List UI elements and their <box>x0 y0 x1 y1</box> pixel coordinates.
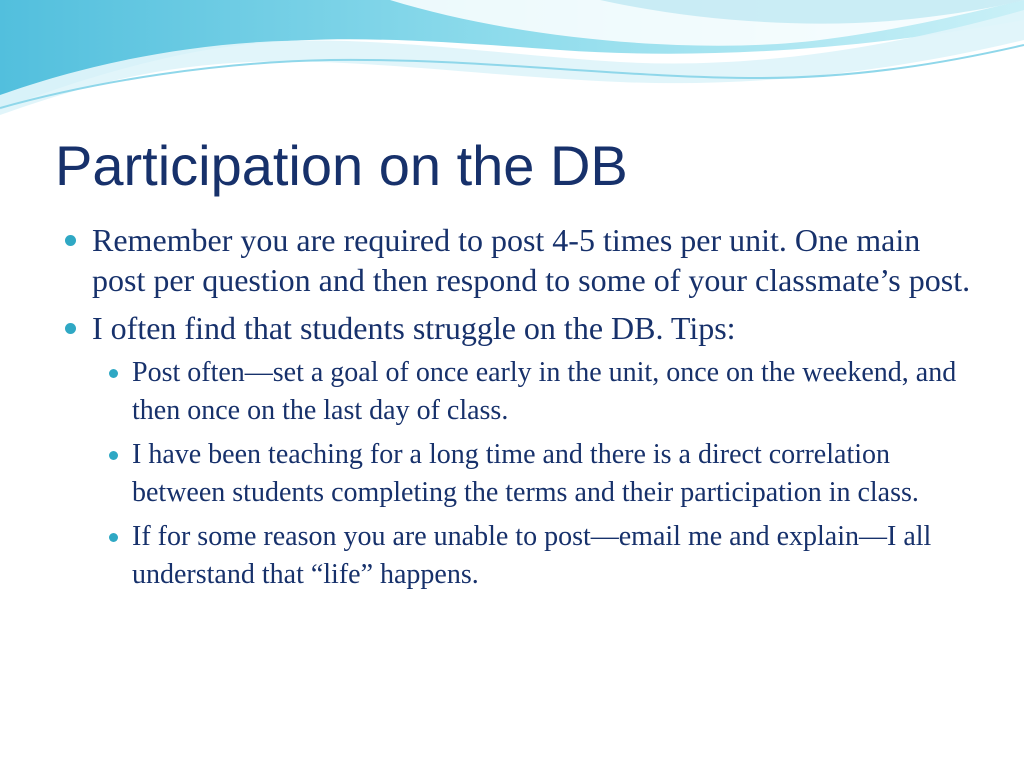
sub-bullet-text: If for some reason you are unable to post—email me and explain—I all understand that “life” happens. <box>132 521 932 590</box>
sub-bullet-text: I have been teaching for a long time and there is a direct correlation between students completing the terms and their participation in class. <box>132 439 919 508</box>
bullet-list <box>62 220 972 594</box>
header-wave-decoration <box>0 0 1024 120</box>
bullet-dot-icon <box>109 451 118 460</box>
sub-bullet-item-post-often <box>92 354 972 430</box>
sub-bullet-item-email <box>92 518 972 594</box>
sub-bullet-text: Post often—set a goal of once early in the unit, once on the weekend, and then once on the last day of class. <box>132 357 957 426</box>
bullet-item-required-posts <box>62 220 972 300</box>
sub-bullet-item-correlation <box>92 436 972 512</box>
bullet-dot-icon <box>65 323 76 334</box>
bullet-text: Remember you are required to post 4-5 times per unit. One main post per question and then respond to some of your classmate’s post. <box>92 222 971 298</box>
bullet-text: I often find that students struggle on the DB. Tips: <box>92 310 736 346</box>
bullet-item-tips <box>62 308 972 594</box>
sub-bullet-list <box>92 354 972 594</box>
bullet-dot-icon <box>109 533 118 542</box>
bullet-dot-icon <box>65 235 76 246</box>
slide-title: Participation on the DB <box>55 134 628 197</box>
bullet-dot-icon <box>109 369 118 378</box>
slide-content <box>62 220 972 602</box>
